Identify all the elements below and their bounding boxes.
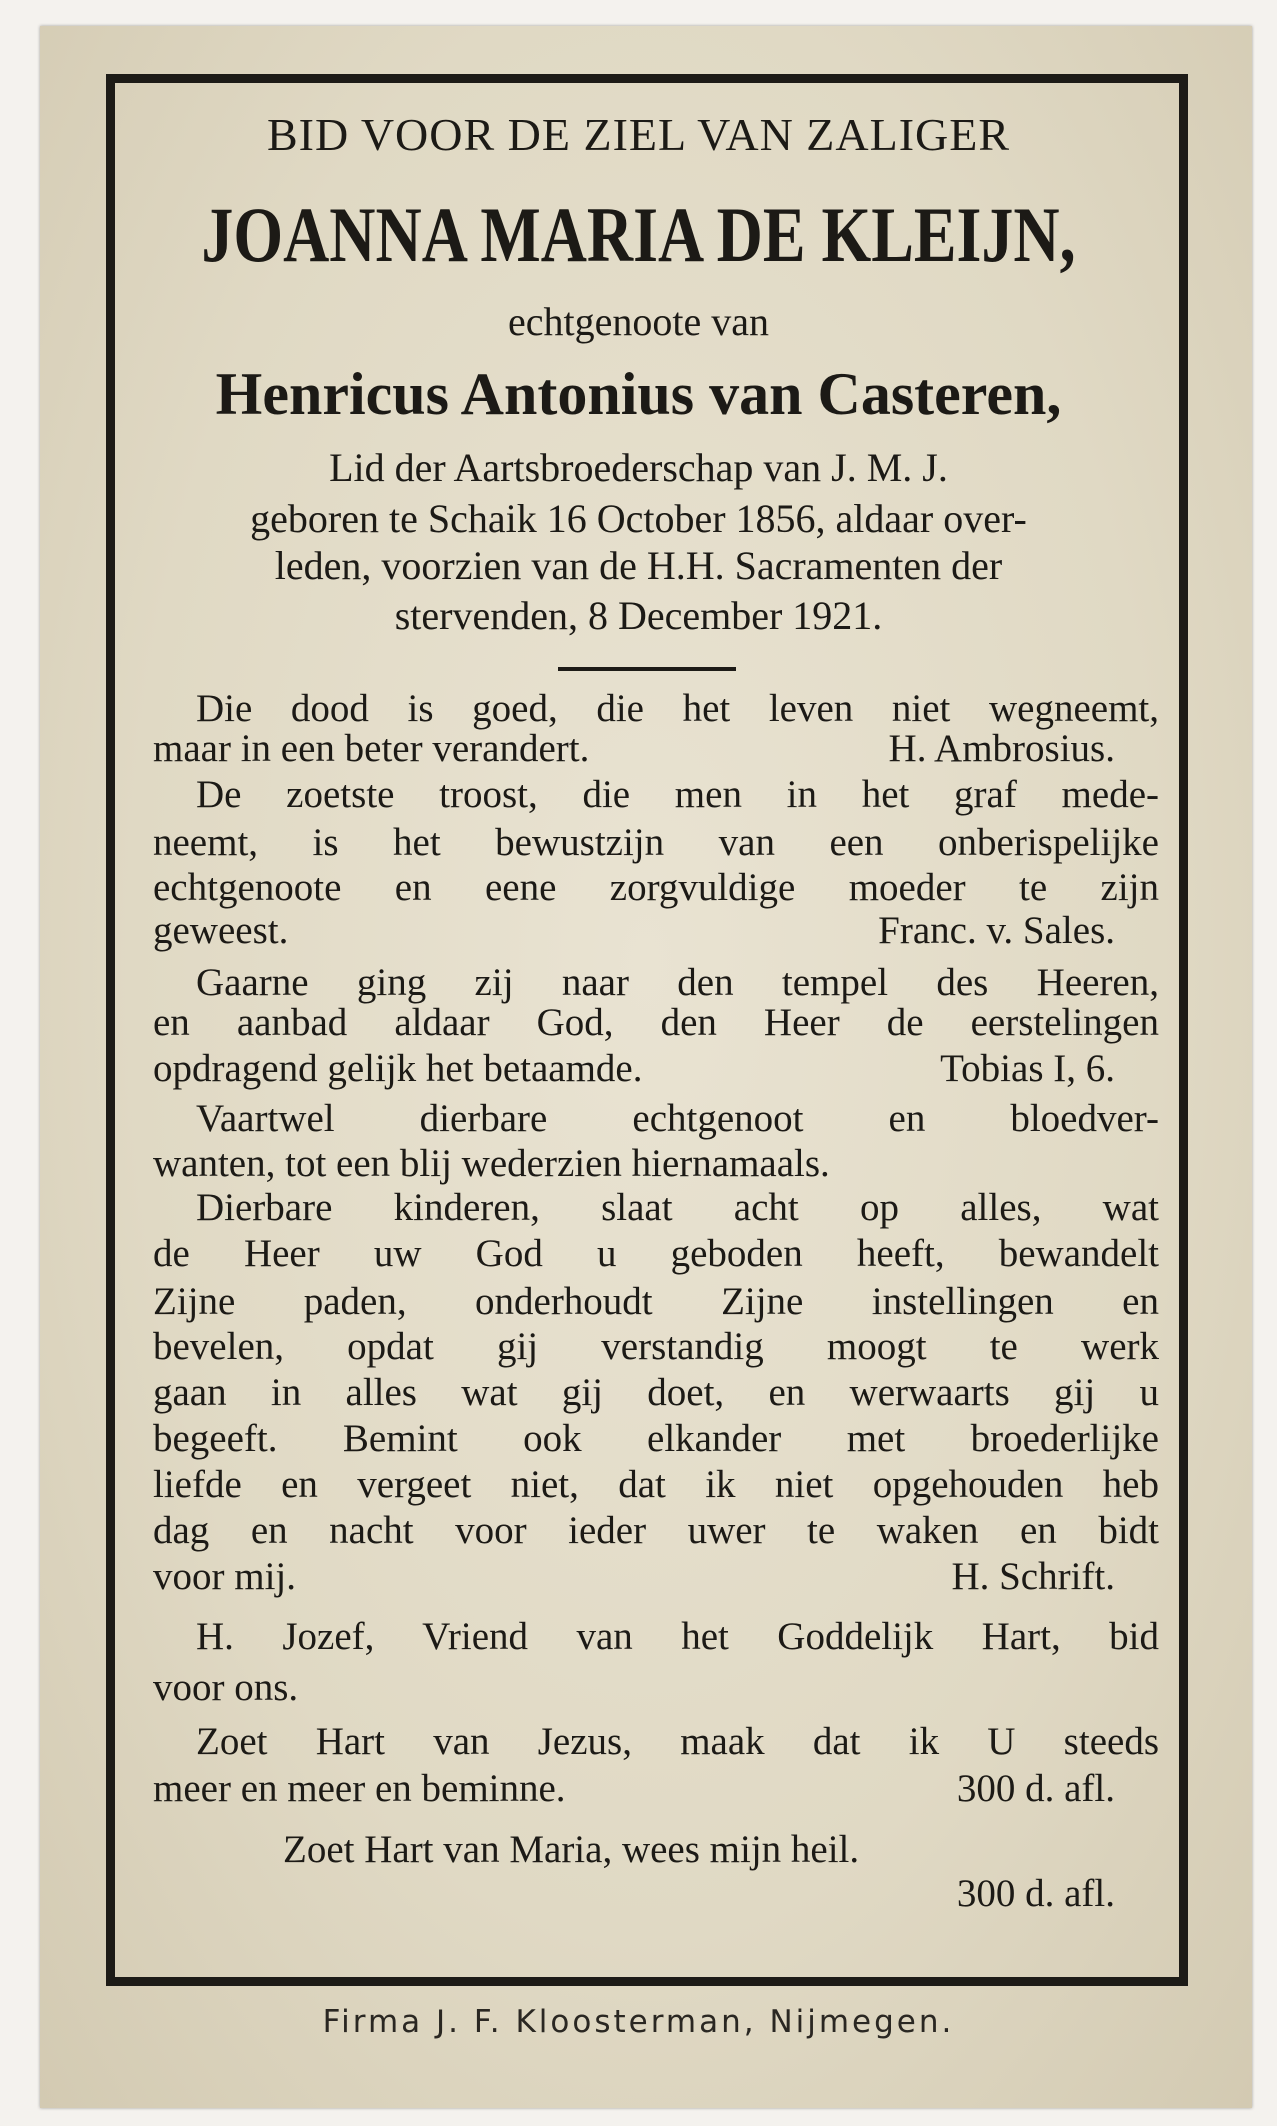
line-text: meer en meer en beminne. <box>153 1767 566 1810</box>
line-text: wanten, tot een blij wederzien hiernamaals. <box>153 1142 830 1185</box>
printer-imprint: Firma J. F. Kloosterman, Nijmegen. <box>322 2004 955 2040</box>
attribution: Franc. v. Sales. <box>878 909 1115 952</box>
text-line <box>153 1229 1159 1279</box>
text-line <box>153 1368 1159 1418</box>
birth-death-line-1: geboren te Schaik 16 October 1856, aldaar over- <box>250 496 1027 541</box>
text-line <box>196 1717 1159 1767</box>
attribution: H. Ambrosius. <box>888 727 1115 770</box>
text-line <box>153 998 1159 1048</box>
text-line <box>153 1764 1159 1814</box>
attribution: Tobias I, 6. <box>940 1047 1115 1090</box>
line-text: Gaarne ging zij naar den tempel des Heeren, <box>196 961 1159 1004</box>
text-line <box>153 1506 1159 1556</box>
line-text: bevelen, opdat gij verstandig moogt te werk <box>153 1325 1159 1368</box>
deceased-name: JOANNA MARIA DE KLEIJN, <box>201 191 1076 278</box>
line-text: voor ons. <box>153 1666 299 1709</box>
line-text: de Heer uw God u geboden heeft, bewandelt <box>153 1232 1159 1275</box>
line-text: maar in een beter verandert. <box>153 727 590 770</box>
text-line <box>196 1183 1159 1233</box>
attribution: H. Schrift. <box>951 1555 1115 1598</box>
line-text: H. Jozef, Vriend van het Goddelijk Hart, bid <box>196 1615 1159 1658</box>
text-line <box>283 1825 1159 1875</box>
line-text: geweest. <box>153 909 289 952</box>
text-line <box>153 1552 1159 1602</box>
text-line <box>153 1663 1159 1713</box>
text-line <box>153 906 1159 956</box>
prayer-heading: BID VOOR DE ZIEL VAN ZALIGER <box>266 109 1011 160</box>
line-text: en aanbad aldaar God, den Heer de eerstelingen <box>153 1001 1159 1044</box>
text-line <box>196 1612 1159 1662</box>
text-line <box>153 1869 1159 1919</box>
line-text: Vaartwel dierbare echtgenoot en bloedver- <box>196 1097 1159 1140</box>
line-text: gaan in alles wat gij doet, en werwaarts gij u <box>153 1371 1159 1414</box>
birth-death-line-3: stervenden, 8 December 1921. <box>394 593 883 638</box>
line-text: begeeft. Bemint ook elkander met broederlijke <box>153 1417 1159 1460</box>
attribution: 300 d. afl. <box>956 1872 1115 1915</box>
text-line <box>153 1139 1159 1189</box>
birth-death-line-2: leden, voorzien van de H.H. Sacramenten der <box>274 543 1003 588</box>
line-text: voor mij. <box>153 1555 296 1598</box>
line-text: Zijne paden, onderhoudt Zijne instellingen en <box>153 1280 1159 1323</box>
text-line <box>153 1322 1159 1372</box>
line-text: liefde en vergeet niet, dat ik niet opgehouden heb <box>153 1463 1159 1506</box>
attribution: 300 d. afl. <box>956 1767 1115 1810</box>
text-line <box>196 770 1159 820</box>
spouse-name: Henricus Antonius van Casteren, <box>215 361 1062 427</box>
relation-text: echtgenoote van <box>508 299 769 344</box>
text-line <box>153 1044 1159 1094</box>
text-line <box>196 1094 1159 1144</box>
text-line <box>153 724 1159 774</box>
text-line <box>153 818 1159 868</box>
line-text: Dierbare kinderen, slaat acht op alles, wat <box>196 1186 1159 1229</box>
line-text: dag en nacht voor ieder uwer te waken en bidt <box>153 1509 1159 1552</box>
line-text: opdragend gelijk het betaamde. <box>153 1047 643 1090</box>
line-text: echtgenoote en eene zorgvuldige moeder te zijn <box>153 866 1159 909</box>
divider-rule <box>558 667 736 671</box>
membership-text: Lid der Aartsbroederschap van J. M. J. <box>329 445 948 490</box>
line-text: De zoetste troost, die men in het graf mede- <box>196 773 1159 816</box>
text-line <box>153 1460 1159 1510</box>
line-text: Zoet Hart van Jezus, maak dat ik U steeds <box>196 1720 1159 1763</box>
line-text: Zoet Hart van Maria, wees mijn heil. <box>283 1828 860 1871</box>
line-text: Die dood is goed, die het leven niet wegneemt, <box>196 687 1159 730</box>
text-line <box>153 1414 1159 1464</box>
text-line <box>153 1277 1159 1327</box>
line-text: neemt, is het bewustzijn van een onberispelijke <box>153 821 1159 864</box>
